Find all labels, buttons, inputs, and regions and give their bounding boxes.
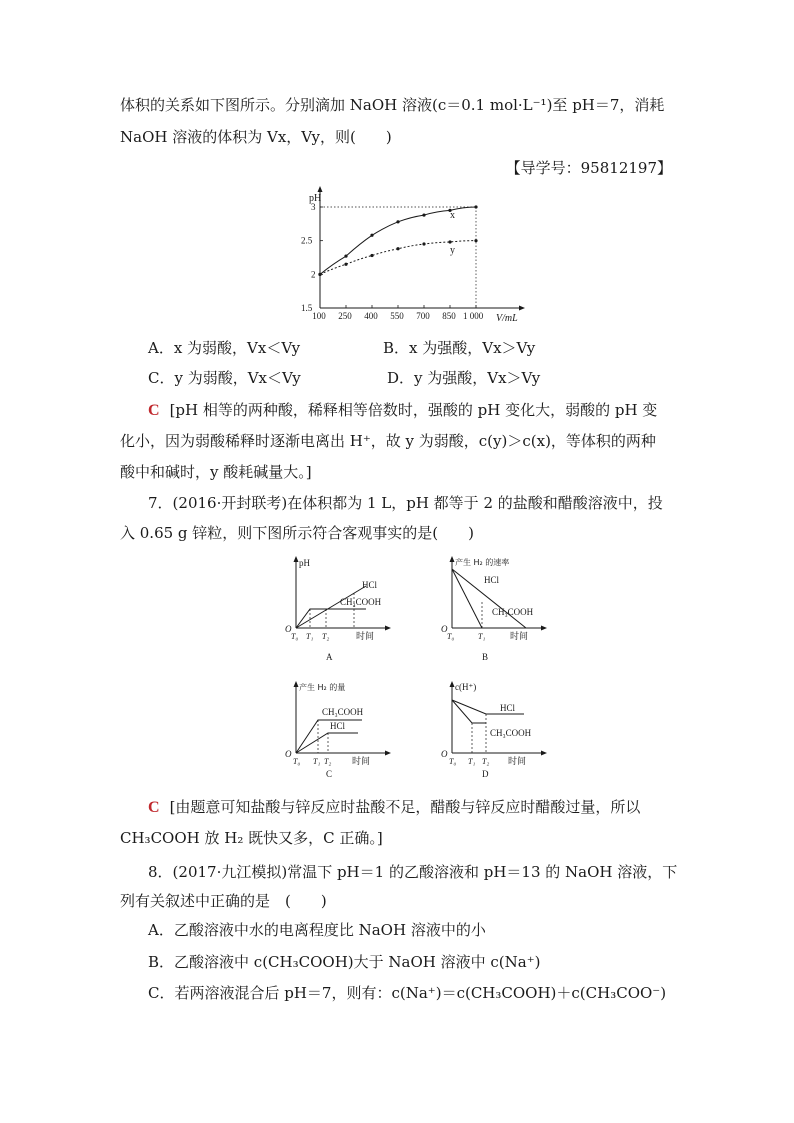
svg-text:T₂: T₂ [324, 757, 332, 766]
svg-text:O: O [285, 749, 292, 759]
svg-text:T₁: T₁ [313, 757, 321, 766]
q8-stem-line2: 列有关叙述中正确的是 ( ) [120, 892, 327, 910]
svg-text:CH₃COOH: CH₃COOH [322, 707, 364, 717]
chart-axes [318, 186, 526, 311]
svg-text:时间: 时间 [510, 632, 529, 642]
q6-explanation-line3: 酸中和碱时，y 酸耗碱量大。] [120, 463, 312, 481]
q6-stem-line1: 体积的关系如下图所示。分别滴加 NaOH 溶液(c＝0.1 mol·L⁻¹)至 pH＝7，消耗 [120, 96, 665, 114]
series-x-point [344, 255, 347, 258]
x-tick-label: 1 000 [463, 311, 484, 321]
q7-explanation-line2: CH₃COOH 放 H₂ 既快又多，C 正确。] [120, 829, 383, 847]
q7-stem-line2: 入 0.65 g 锌粒，则下图所示符合客观事实的是( ) [120, 524, 475, 542]
svg-text:产生 H₂ 的速率: 产生 H₂ 的速率 [455, 558, 510, 567]
x-tick-label: 400 [364, 311, 378, 321]
svg-text:CH₃COOH: CH₃COOH [492, 607, 534, 617]
svg-text:pH: pH [299, 558, 310, 568]
x-axis-label: V/mL [496, 313, 518, 324]
y-tick-label: 2.5 [301, 235, 313, 246]
svg-text:时间: 时间 [352, 757, 371, 767]
svg-text:T₂: T₂ [482, 757, 490, 766]
series-x-label: x [450, 210, 455, 221]
x-tick-label: 850 [442, 311, 456, 321]
series-y-point [344, 263, 347, 266]
y-tick-label: 2 [311, 269, 316, 280]
series-y-point [448, 240, 451, 243]
svg-text:T₀: T₀ [447, 632, 455, 641]
svg-text:D: D [482, 769, 489, 779]
y-axis-arrow [318, 186, 323, 192]
svg-text:T₀: T₀ [291, 632, 299, 641]
series-y-point [474, 239, 477, 242]
svg-text:HCl: HCl [362, 580, 378, 590]
svg-text:A: A [326, 652, 333, 662]
q7-explanation-line1: C [由题意可知盐酸与锌反应时盐酸不足，醋酸与锌反应时醋酸过量，所以 [148, 798, 641, 816]
x-tick-label: 700 [416, 311, 430, 321]
svg-text:T₁: T₁ [468, 757, 476, 766]
q6-option-d: D．y 为强酸，Vx＞Vy [387, 369, 541, 387]
x-tick-label: 550 [390, 311, 404, 321]
svg-text:O: O [441, 624, 448, 634]
series-x-point [422, 213, 425, 216]
q8-stem-line1: 8．(2017·九江模拟)常温下 pH＝1 的乙酸溶液和 pH＝13 的 NaOH 溶液，下 [148, 863, 678, 881]
q7-stem-line1: 7．(2016·开封联考)在体积都为 1 L，pH 都等于 2 的盐酸和醋酸溶液中，投 [148, 494, 663, 512]
q6-stem-line2: NaOH 溶液的体积为 Vx，Vy，则( ) [120, 128, 392, 146]
chart-ticks [301, 202, 484, 321]
q6-option-b: B．x 为强酸，Vx＞Vy [383, 339, 536, 357]
y-tick-label: 3 [311, 202, 316, 212]
svg-text:产生 H₂ 的量: 产生 H₂ 的量 [299, 683, 346, 692]
svg-text:T₂: T₂ [322, 632, 330, 641]
q6-answer: C [148, 402, 160, 419]
svg-text:T₁: T₁ [306, 632, 314, 641]
q6-explanation-line2: 化小，因为弱酸稀释时逐渐电离出 H⁺，故 y 为弱酸，c(y)＞c(x)，等体积的两种 [120, 432, 656, 450]
series-y-point [396, 247, 399, 250]
x-axis-arrow [519, 306, 525, 311]
series-x-point [396, 220, 399, 223]
panel-a [282, 553, 397, 665]
q6-option-c: C．y 为弱酸，Vx＜Vy [148, 369, 301, 387]
svg-text:T₀: T₀ [449, 757, 457, 766]
y-axis-label: pH [309, 193, 322, 204]
x-tick-label: 250 [338, 311, 352, 321]
svg-text:时间: 时间 [508, 757, 527, 767]
svg-text:T₀: T₀ [293, 757, 301, 766]
panel-b [438, 553, 553, 665]
series-y-point [422, 242, 425, 245]
svg-text:O: O [285, 624, 292, 634]
svg-text:O: O [441, 749, 448, 759]
svg-text:T₁: T₁ [478, 632, 486, 641]
series-y-point [370, 254, 373, 257]
q8-option-c: C．若两溶液混合后 pH＝7，则有：c(Na⁺)＝c(CH₃COOH)＋c(CH₃COO⁻) [148, 984, 667, 1002]
svg-text:C: C [326, 769, 333, 779]
y-tick-label: 1.5 [301, 303, 313, 313]
series-y-label: y [450, 245, 455, 256]
series-y-point [318, 273, 321, 276]
svg-text:时间: 时间 [356, 632, 375, 642]
q8-option-a: A．乙酸溶液中水的电离程度比 NaOH 溶液中的小 [148, 921, 486, 939]
q6-explanation-line1: C [pH 相等的两种酸，稀释相等倍数时，强酸的 pH 变化大，弱酸的 pH 变 [148, 401, 658, 419]
series-x-point [370, 234, 373, 237]
svg-text:B: B [482, 652, 489, 662]
svg-text:c(H⁺): c(H⁺) [455, 682, 477, 692]
svg-text:HCl: HCl [484, 575, 500, 585]
x-tick-label: 100 [312, 311, 326, 321]
q8-option-b: B．乙酸溶液中 c(CH₃COOH)大于 NaOH 溶液中 c(Na⁺) [148, 953, 541, 971]
q7-answer: C [148, 799, 160, 816]
panel-d [438, 678, 553, 790]
svg-text:HCl: HCl [330, 721, 346, 731]
series-x-point [474, 205, 477, 208]
panel-c [282, 678, 397, 790]
svg-text:HCl: HCl [500, 703, 516, 713]
svg-text:CH₃COOH: CH₃COOH [490, 728, 532, 738]
ph-volume-chart [300, 185, 530, 327]
q6-option-a: A．x 为弱酸，Vx＜Vy [148, 339, 301, 357]
svg-text:CH₃COOH: CH₃COOH [340, 597, 382, 607]
guide-number: 【导学号：95812197】 [505, 159, 672, 177]
